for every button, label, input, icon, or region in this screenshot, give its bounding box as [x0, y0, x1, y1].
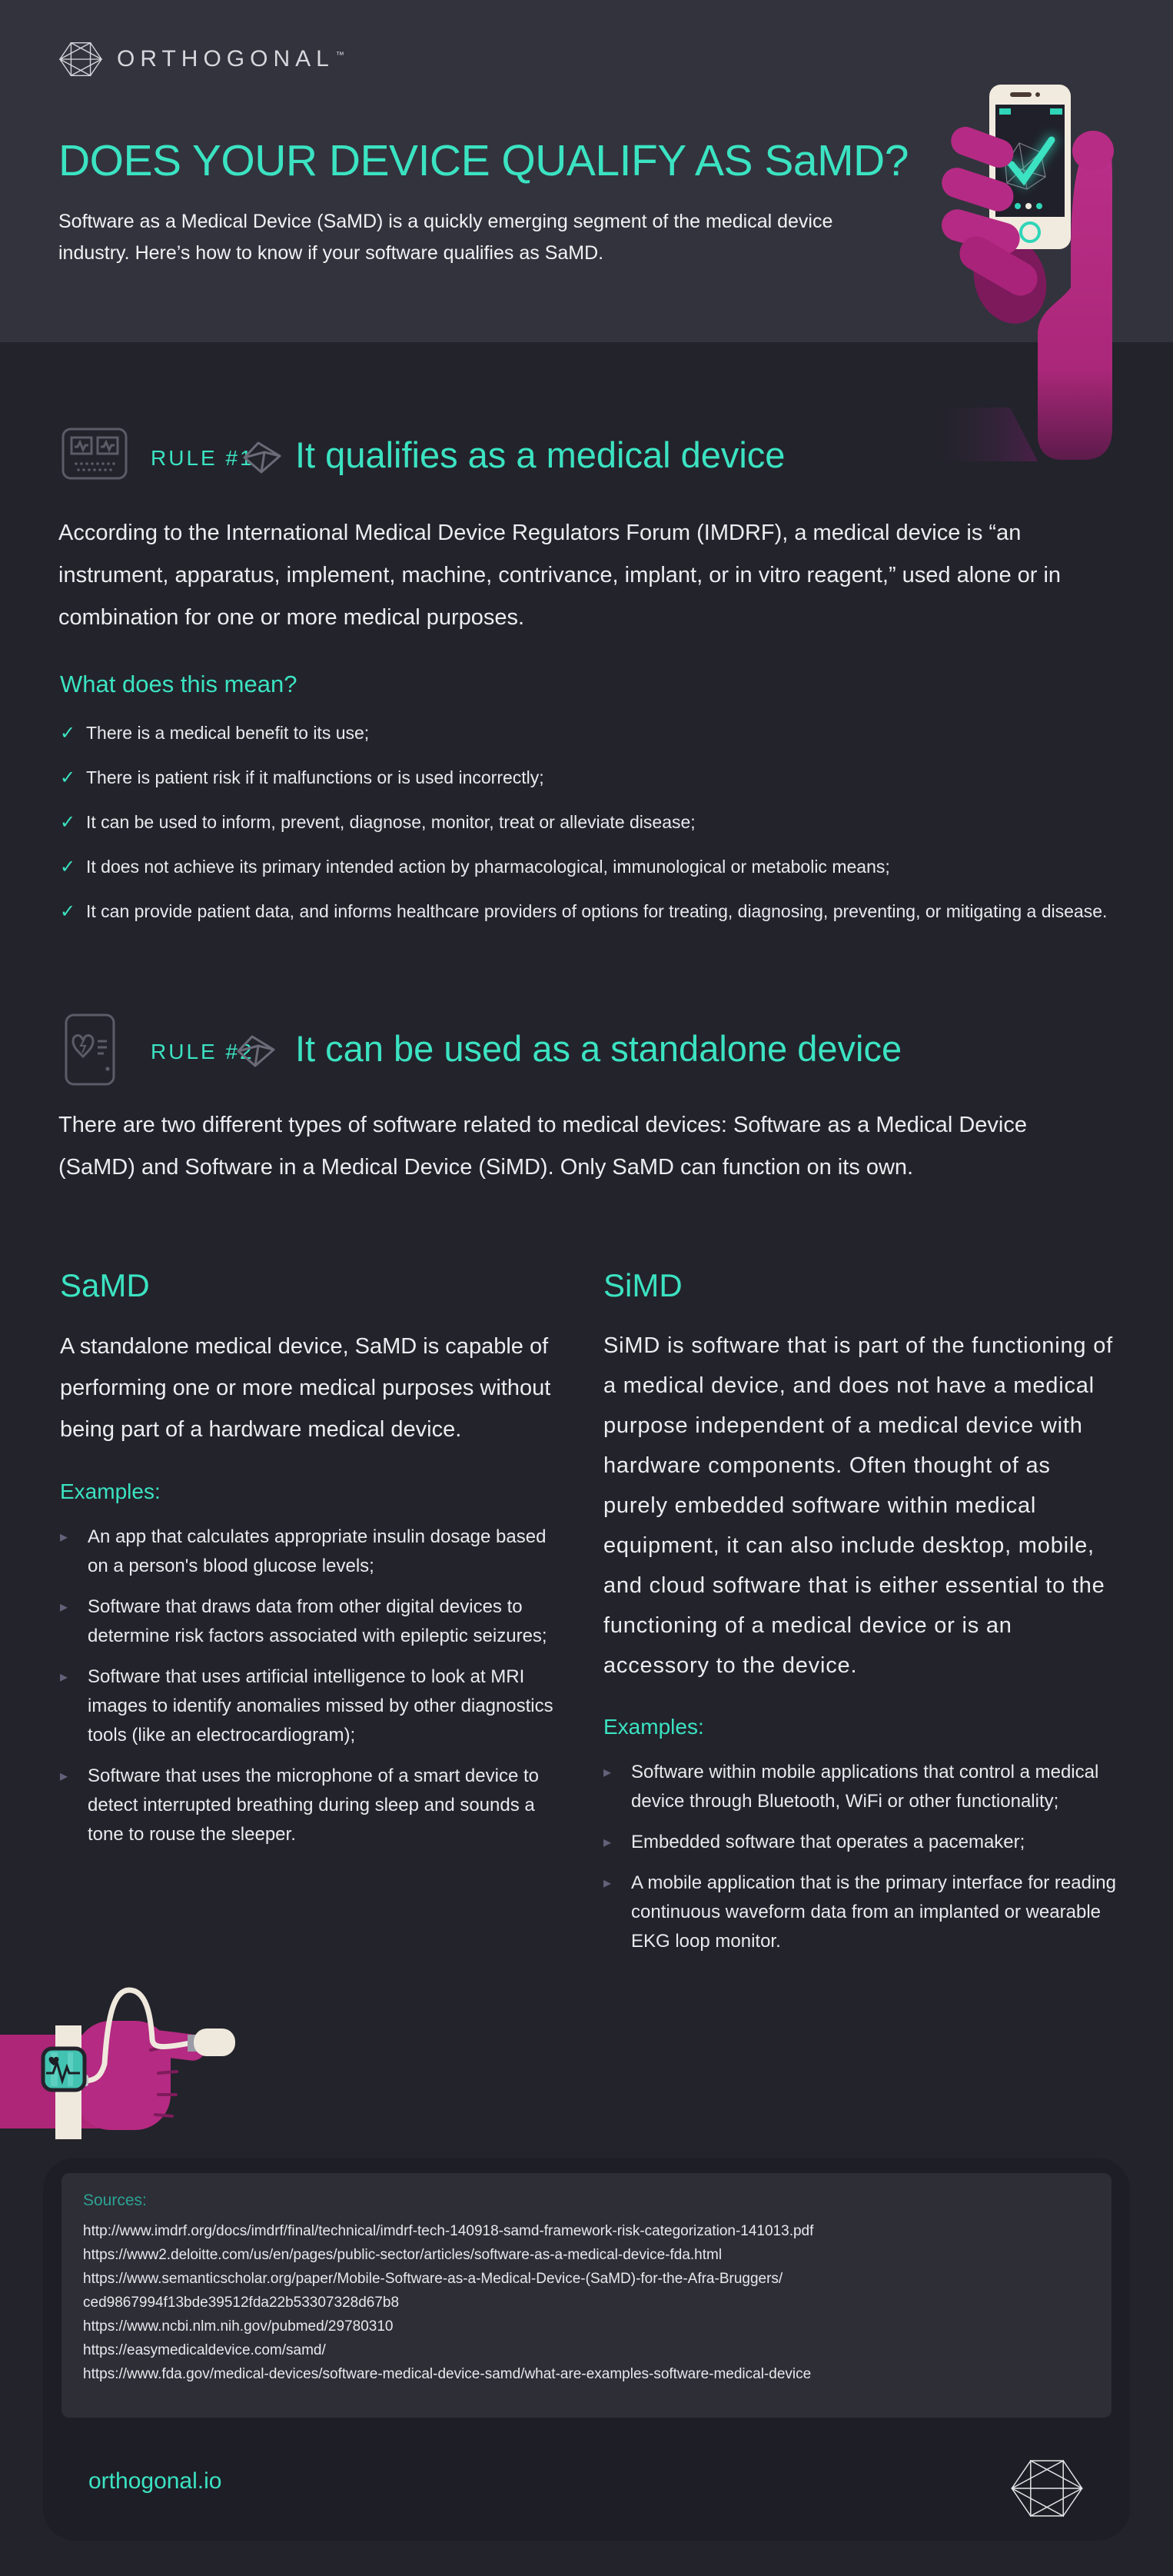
source-url[interactable]: https://www.ncbi.nlm.nih.gov/pubmed/29780310 [83, 2318, 394, 2335]
check-icon: ✓ [60, 857, 76, 877]
brand-name: ORTHOGONAL ™ [117, 46, 344, 72]
phone-speaker [1010, 92, 1032, 97]
check-icon: ✓ [60, 767, 76, 788]
checklist-item-text: It does not achieve its primary intended action by pharmacological, immunological or metabolic means; [86, 857, 890, 877]
tablet-home-dot [105, 1067, 109, 1070]
rule2-intro: There are two different types of software related to medical devices: Software as a Medical Device (SaMD) and Software in a Medical Device (SiMD). Only SaMD can function on its own. [58, 1113, 1027, 1180]
source-url[interactable]: http://www.imdrf.org/docs/imdrf/final/technical/imdrf-tech-140918-samd-framework-risk-categorization-141013.pdf [83, 2223, 814, 2239]
checklist-item-text: It can be used to inform, prevent, diagnose, monitor, treat or alleviate disease; [86, 812, 696, 832]
knuckle-bump [1072, 131, 1114, 171]
check-icon: ✓ [60, 723, 76, 744]
checklist-item [60, 721, 1136, 745]
checklist-item [60, 900, 1136, 924]
example-item-text: Software that uses artificial intelligence to look at MRI images to identify anomalies missed by other diagnostics tools (like an electrocardiogram); [88, 1666, 553, 1746]
samd-column [60, 1267, 558, 1861]
page-title: DOES YOUR DEVICE QUALIFY AS SaMD? [58, 136, 909, 185]
fist-smartwatch-pulse-oximeter-illustration [0, 1967, 238, 2182]
rule1-checklist [60, 721, 1136, 944]
page-subtitle: Software as a Medical Device (SaMD) is a quickly emerging segment of the medical device industry. Here’s how to know if your software qualifies as SaMD. [58, 211, 833, 264]
rule1-heading: It qualifies as a medical device [295, 434, 786, 475]
rule2-heading: It can be used as a standalone device [295, 1028, 902, 1069]
bullet-arrow-icon: ▸ [60, 1768, 68, 1785]
status-chip-left [999, 108, 1011, 115]
orthogonal-logo-icon [58, 38, 103, 80]
example-item [60, 1523, 558, 1581]
site-link[interactable]: orthogonal.io [88, 2468, 222, 2494]
source-url[interactable]: https://www2.deloitte.com/us/en/pages/public-sector/articles/software-as-a-medical-device-fda.html [83, 2247, 723, 2263]
simd-examples-list [603, 1758, 1120, 1956]
sources-panel [61, 2173, 1112, 2418]
pager-dot [1036, 203, 1042, 209]
example-item-text: Embedded software that operates a pacemaker; [631, 1832, 1025, 1852]
pulse-oximeter-clip [194, 2029, 235, 2056]
hand-holding-phone-illustration [919, 74, 1173, 461]
arm-shadow [930, 408, 1038, 461]
checklist-item [60, 810, 1136, 834]
example-item-text: Software that draws data from other digital devices to determine risk factors associated with epileptic seizures; [88, 1596, 547, 1646]
bullet-arrow-icon: ▸ [603, 1764, 612, 1781]
simd-column [603, 1267, 1120, 1968]
medical-monitor-device-icon [61, 428, 128, 480]
footer-card [43, 2158, 1130, 2541]
rule1-question-heading: What does this mean? [60, 671, 297, 697]
bullet-arrow-icon: ▸ [603, 1875, 612, 1892]
checklist-item-text: There is patient risk if it malfunctions or is used incorrectly; [86, 767, 544, 787]
samd-examples-list [60, 1523, 558, 1849]
simd-description: SiMD is software that is part of the functioning of a medical device, and does not have a medical purpose independent of a medical device with hardware components. Often thought of as purely embedded software within medical equipment, it can also include desktop, mobile, and cloud software that is either essential to the functioning of a medical device or is an accessory to the device. [603, 1333, 1113, 1678]
pager-dot [1015, 203, 1021, 209]
example-item-text: An app that calculates appropriate insulin dosage based on a person's blood glucose levels; [88, 1526, 547, 1576]
phone-camera-dot [1035, 92, 1040, 97]
checklist-item [60, 855, 1136, 879]
dot-grid [75, 462, 115, 471]
example-item-text: Software within mobile applications that control a medical device through Bluetooth, WiFi or other functionality; [631, 1762, 1099, 1812]
checklist-item-text: There is a medical benefit to its use; [86, 723, 370, 743]
samd-title: SaMD [60, 1267, 150, 1303]
watch-face [43, 2048, 85, 2090]
bullet-arrow-icon: ▸ [60, 1529, 68, 1546]
sources-list [83, 2219, 1112, 2386]
orthogonal-logo-icon [1009, 2455, 1085, 2522]
checklist-item-text: It can provide patient data, and informs healthcare providers of options for treating, diagnosing, preventing, or mitigating a disease. [86, 901, 1108, 921]
rule1-intro: According to the International Medical Device Regulators Forum (IMDRF), a medical device is “an instrument, apparatus, implement, machine, contrivance, implant, or in vitro reagent,” used alone or in combination for one or more medical purposes. [58, 521, 1062, 630]
sources-label: Sources: [83, 2192, 147, 2209]
source-url[interactable]: https://www.semanticscholar.org/paper/Mobile-Software-as-a-Medical-Device-(SaMD)-for-the-Afra-Bruggers/ [83, 2271, 783, 2287]
source-url[interactable]: ced9867994f13bde39512fda22b53307328d67b8 [83, 2295, 400, 2311]
status-chip-right [1050, 108, 1062, 115]
bullet-arrow-icon: ▸ [60, 1669, 68, 1686]
example-item [60, 1593, 558, 1651]
faceted-arrow-icon [241, 440, 283, 475]
source-url[interactable]: https://www.fda.gov/medical-devices/software-medical-device-samd/what-are-examples-software-medical-device [83, 2366, 812, 2382]
brand-lockup [58, 38, 344, 80]
simd-title: SiMD [603, 1267, 683, 1303]
samd-description: A standalone medical device, SaMD is capable of performing one or more medical purposes without being part of a hardware medical device. [60, 1334, 551, 1442]
example-item [603, 1758, 1120, 1816]
pager-dot [1025, 203, 1032, 209]
trademark-symbol: ™ [335, 51, 344, 60]
faceted-arrow-icon [235, 1033, 277, 1069]
example-item-text: Software that uses the microphone of a smart device to detect interrupted breathing during sleep and sounds a tone to rouse the sleeper. [88, 1766, 539, 1845]
example-item [60, 1762, 558, 1849]
example-item-text: A mobile application that is the primary interface for reading continuous waveform data from an implanted or wearable EKG loop monitor. [631, 1872, 1116, 1952]
source-url[interactable]: https://easymedicaldevice.com/samd/ [83, 2342, 326, 2358]
example-item [60, 1662, 558, 1750]
bullet-arrow-icon: ▸ [603, 1834, 612, 1851]
checklist-item [60, 766, 1136, 790]
simd-examples-label: Examples: [603, 1715, 704, 1739]
rule1-label: RULE #1 [151, 446, 254, 470]
samd-examples-label: Examples: [60, 1479, 161, 1503]
check-icon: ✓ [60, 901, 76, 922]
bullet-arrow-icon: ▸ [60, 1599, 68, 1616]
check-icon: ✓ [60, 812, 76, 833]
example-item [603, 1828, 1120, 1857]
rule2-label: RULE #2 [151, 1040, 254, 1063]
example-item [603, 1869, 1120, 1956]
tablet-heart-icon [65, 1013, 115, 1086]
